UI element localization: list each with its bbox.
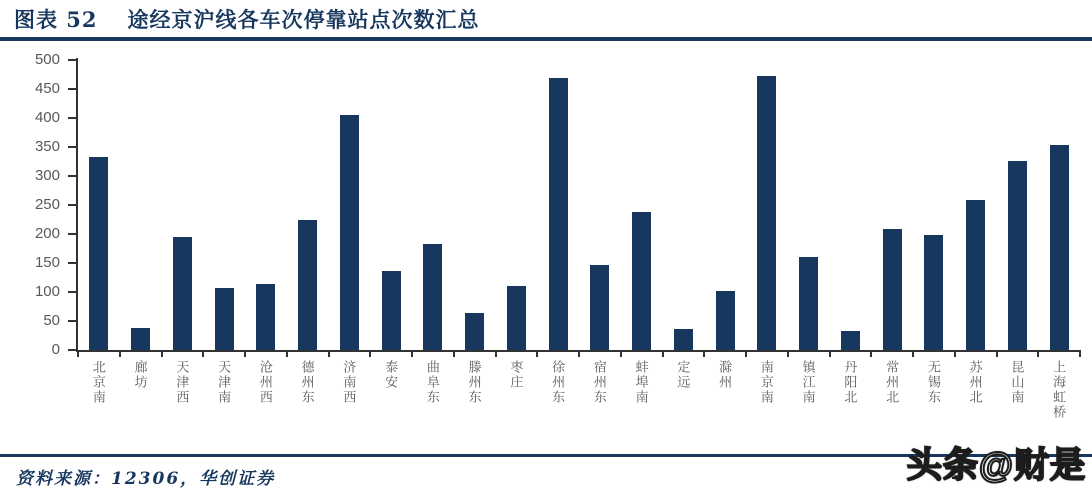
bar bbox=[757, 76, 776, 350]
x-axis-tick-label: 天津西 bbox=[174, 360, 190, 405]
x-axis-tick bbox=[453, 350, 455, 357]
y-axis-tick-label: 350 bbox=[34, 138, 60, 155]
y-axis-tick-label: 450 bbox=[34, 80, 60, 97]
x-axis-tick-label: 北京南 bbox=[90, 360, 106, 405]
x-axis-tick-label: 德州东 bbox=[299, 360, 315, 405]
bar bbox=[507, 286, 526, 350]
y-axis-tick-label: 250 bbox=[34, 196, 60, 213]
x-axis-tick bbox=[745, 350, 747, 357]
bar bbox=[465, 313, 484, 350]
bar bbox=[131, 328, 150, 350]
x-axis-tick-label: 济南西 bbox=[341, 360, 357, 405]
bar bbox=[549, 78, 568, 350]
bar bbox=[966, 200, 985, 350]
x-axis-tick bbox=[870, 350, 872, 357]
bar bbox=[215, 288, 234, 350]
bar bbox=[590, 265, 609, 350]
bar bbox=[1050, 145, 1069, 350]
x-axis-tick bbox=[996, 350, 998, 357]
y-axis-tick bbox=[68, 320, 76, 322]
x-axis-tick bbox=[202, 350, 204, 357]
y-axis-tick-label: 100 bbox=[34, 283, 60, 300]
y-axis-tick-label: 500 bbox=[34, 51, 60, 68]
y-axis-tick bbox=[68, 88, 76, 90]
x-axis-tick-label: 滁州 bbox=[717, 360, 733, 390]
x-axis-tick-label: 丹阳北 bbox=[842, 360, 858, 405]
x-axis-tick bbox=[578, 350, 580, 357]
x-axis-tick bbox=[161, 350, 163, 357]
y-axis-tick bbox=[68, 146, 76, 148]
x-axis-tick-label: 定远 bbox=[675, 360, 691, 390]
x-axis-tick-label: 泰安 bbox=[383, 360, 399, 390]
x-axis-tick bbox=[328, 350, 330, 357]
x-axis-tick-label: 廊坊 bbox=[132, 360, 148, 390]
x-axis-tick bbox=[954, 350, 956, 357]
y-axis-line bbox=[76, 58, 78, 350]
y-axis-tick bbox=[68, 291, 76, 293]
x-axis-tick bbox=[411, 350, 413, 357]
figure-label: 图表 52 bbox=[14, 7, 98, 32]
x-axis-tick-label: 天津南 bbox=[216, 360, 232, 405]
x-axis-tick-label: 镇江南 bbox=[800, 360, 816, 405]
x-axis-tick bbox=[369, 350, 371, 357]
x-axis-tick bbox=[536, 350, 538, 357]
x-axis-tick bbox=[662, 350, 664, 357]
x-axis-tick bbox=[912, 350, 914, 357]
x-axis-tick bbox=[703, 350, 705, 357]
x-axis-tick-label: 无锡东 bbox=[925, 360, 941, 405]
bar bbox=[674, 329, 693, 350]
x-axis-tick-label: 苏州北 bbox=[967, 360, 983, 405]
bar bbox=[799, 257, 818, 350]
y-axis-tick-label: 400 bbox=[34, 109, 60, 126]
bar bbox=[632, 212, 651, 350]
y-axis-tick bbox=[68, 349, 76, 351]
bar bbox=[883, 229, 902, 350]
x-axis-tick-label: 蚌埠南 bbox=[633, 360, 649, 405]
x-axis-tick bbox=[119, 350, 121, 357]
bar bbox=[841, 331, 860, 350]
y-axis-tick-label: 300 bbox=[34, 167, 60, 184]
x-axis-tick bbox=[495, 350, 497, 357]
x-axis-tick-label: 宿州东 bbox=[591, 360, 607, 405]
bar bbox=[89, 157, 108, 350]
x-axis-tick-label: 南京南 bbox=[758, 360, 774, 405]
x-axis-tick bbox=[787, 350, 789, 357]
x-axis-tick-label: 沧州西 bbox=[257, 360, 273, 405]
x-axis-tick bbox=[620, 350, 622, 357]
y-axis-tick-label: 0 bbox=[51, 341, 60, 358]
x-axis-tick bbox=[1079, 350, 1081, 357]
y-axis-tick-label: 200 bbox=[34, 225, 60, 242]
bar bbox=[340, 115, 359, 350]
bar bbox=[382, 271, 401, 350]
x-axis-tick-label: 徐州东 bbox=[550, 360, 566, 405]
y-axis-tick bbox=[68, 204, 76, 206]
x-axis-tick-label: 昆山南 bbox=[1009, 360, 1025, 405]
bar bbox=[298, 220, 317, 350]
x-axis-tick-label: 上海虹桥 bbox=[1051, 360, 1067, 420]
y-axis-tick bbox=[68, 175, 76, 177]
x-axis-tick bbox=[244, 350, 246, 357]
chart-title-text: 途经京沪线各车次停靠站点次数汇总 bbox=[127, 7, 480, 32]
y-axis-tick bbox=[68, 262, 76, 264]
y-axis-tick bbox=[68, 233, 76, 235]
x-axis-tick bbox=[77, 350, 79, 357]
y-axis-tick bbox=[68, 117, 76, 119]
watermark: 头条@财是 bbox=[906, 446, 1086, 485]
x-axis-tick-label: 枣庄 bbox=[508, 360, 524, 390]
bar bbox=[716, 291, 735, 350]
bar bbox=[173, 237, 192, 350]
bar bbox=[423, 244, 442, 350]
y-axis-tick-label: 50 bbox=[43, 312, 60, 329]
x-axis-tick-label: 滕州东 bbox=[466, 360, 482, 405]
x-axis-tick-label: 常州北 bbox=[884, 360, 900, 405]
x-axis-tick-label: 曲阜东 bbox=[424, 360, 440, 405]
bar bbox=[256, 284, 275, 350]
x-axis-tick bbox=[286, 350, 288, 357]
bar bbox=[924, 235, 943, 350]
y-axis-tick-label: 150 bbox=[34, 254, 60, 271]
source-note: 资料来源：12306，华创证券 bbox=[16, 469, 276, 489]
y-axis-tick bbox=[68, 59, 76, 61]
x-axis-tick bbox=[829, 350, 831, 357]
x-axis-tick bbox=[1037, 350, 1039, 357]
bar bbox=[1008, 161, 1027, 350]
